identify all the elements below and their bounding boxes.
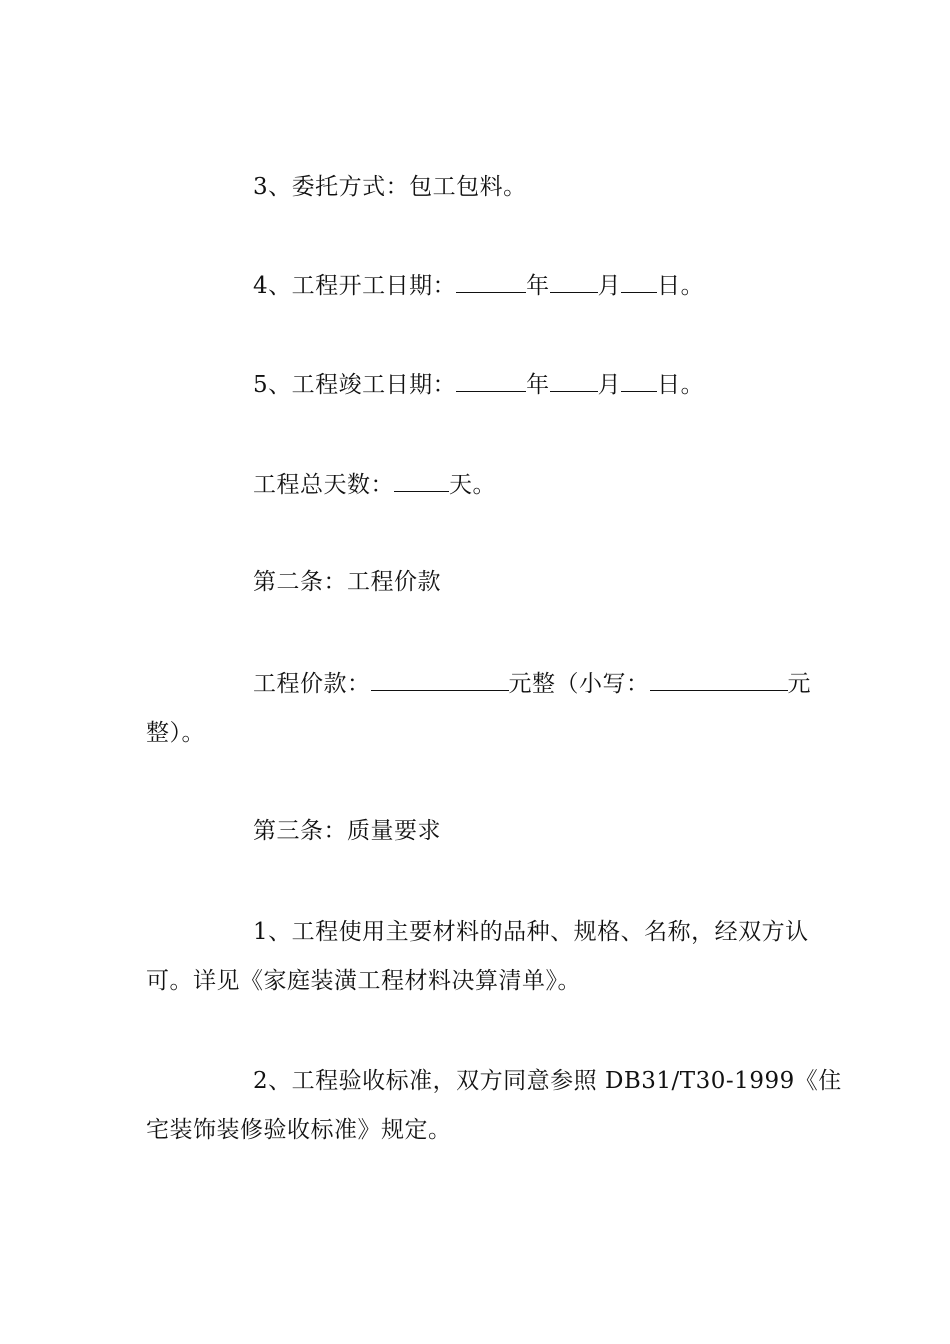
price-mid-text: 元整（小写： — [508, 671, 650, 697]
price-wrap-line: 整）。 — [146, 720, 205, 746]
end-day-unit: 日。 — [657, 372, 705, 398]
total-days-label: 工程总天数： — [253, 472, 394, 498]
total-days-unit: 天。 — [449, 472, 496, 498]
start-date-label: 4、工程开工日期： — [253, 273, 457, 299]
price-lowercase-blank[interactable] — [650, 668, 788, 691]
quality-item1-line2: 可。详见《家庭装潢工程材料决算清单》。 — [146, 968, 581, 994]
start-day-unit: 日。 — [657, 273, 705, 299]
start-month-unit: 月 — [597, 273, 622, 299]
quality-item1-line1: 1、工程使用主要材料的品种、规格、名称，经双方认 — [253, 919, 809, 945]
start-month-blank[interactable] — [550, 270, 598, 293]
end-date-line — [253, 369, 704, 400]
start-day-blank[interactable] — [621, 270, 657, 293]
entrust-method-line: 3、委托方式：包工包料。 — [253, 174, 527, 200]
quality-item2-line2: 宅装饰装修验收标准》规定。 — [146, 1117, 452, 1143]
quality-item2-line1: 2、工程验收标准，双方同意参照 DB31/T30-1999《住 — [253, 1068, 842, 1094]
price-label: 工程价款： — [253, 671, 371, 697]
price-line — [253, 668, 811, 699]
end-year-blank[interactable] — [456, 369, 526, 392]
total-days-blank[interactable] — [394, 469, 449, 492]
end-month-unit: 月 — [597, 372, 622, 398]
start-date-line — [253, 270, 704, 301]
end-year-unit: 年 — [526, 372, 550, 398]
end-date-label: 5、工程竣工日期： — [253, 372, 457, 398]
end-day-blank[interactable] — [621, 369, 657, 392]
price-uppercase-blank[interactable] — [371, 668, 509, 691]
price-end-text: 元 — [787, 671, 811, 697]
article3-heading: 第三条：质量要求 — [253, 818, 441, 844]
total-days-line — [253, 469, 496, 500]
end-month-blank[interactable] — [550, 369, 598, 392]
article2-heading: 第二条：工程价款 — [253, 569, 441, 595]
start-year-unit: 年 — [526, 273, 550, 299]
start-year-blank[interactable] — [456, 270, 526, 293]
